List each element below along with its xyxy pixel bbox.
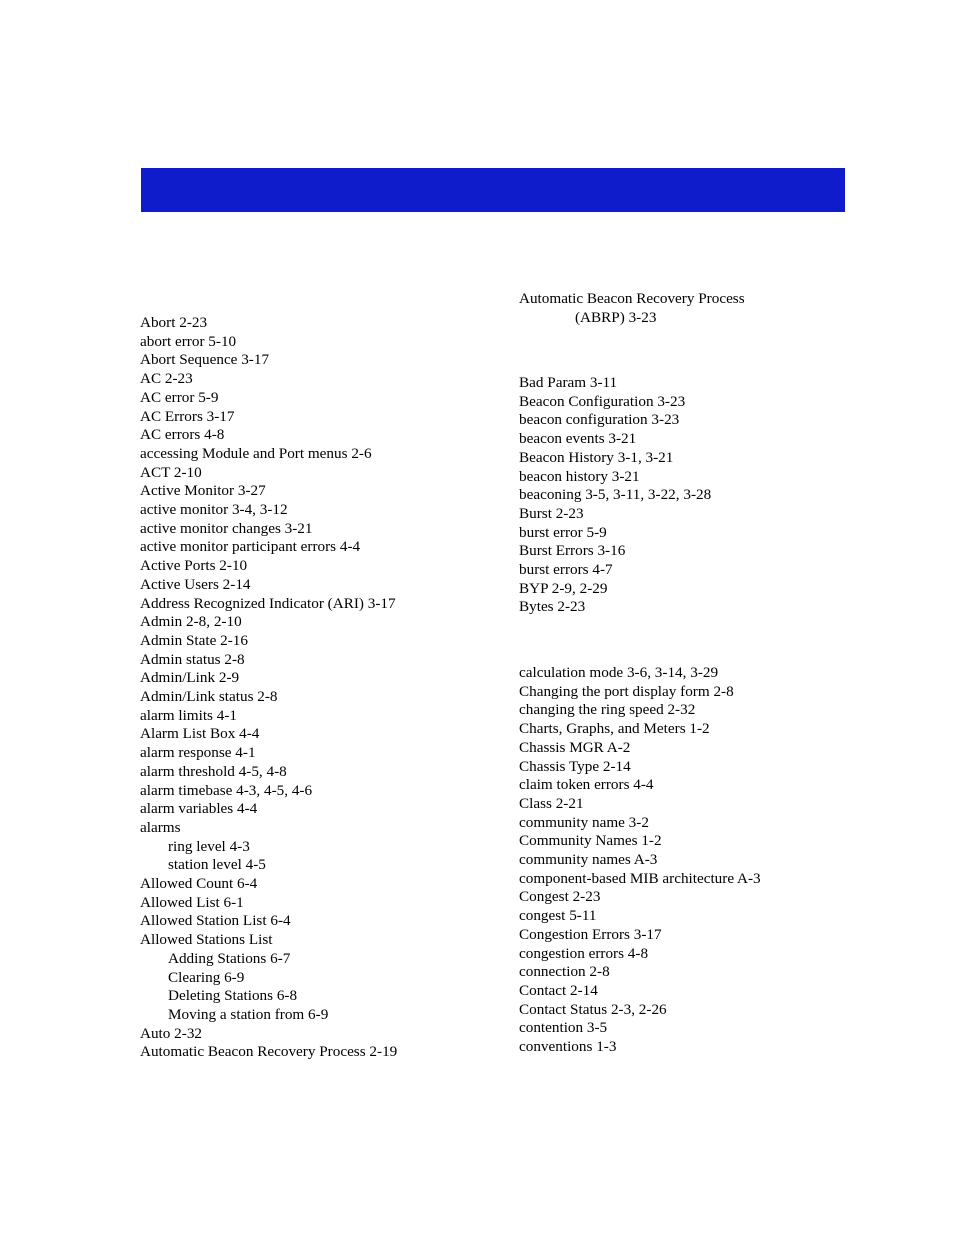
- index-entry: Contact Status 2-3, 2-26: [519, 1000, 667, 1018]
- index-entry: claim token errors 4-4: [519, 776, 654, 794]
- index-entry: component-based MIB architecture A-3: [519, 869, 761, 887]
- index-entry: AC error 5-9: [140, 388, 219, 406]
- index-entry: Allowed Station List 6-4: [140, 912, 291, 930]
- index-entry: beacon history 3-21: [519, 467, 640, 485]
- index-entry: Congest 2-23: [519, 888, 601, 906]
- index-entry: Burst Errors 3-16: [519, 542, 626, 560]
- index-entry: AC 2-23: [140, 370, 193, 388]
- index-entry: Allowed Stations List: [140, 931, 273, 949]
- index-entry: AC errors 4-8: [140, 426, 225, 444]
- index-entry: accessing Module and Port menus 2-6: [140, 444, 372, 462]
- index-entry: Class 2-21: [519, 794, 584, 812]
- index-subentry: (ABRP) 3-23: [575, 308, 657, 326]
- index-entry: community name 3-2: [519, 813, 649, 831]
- index-entry: Beacon Configuration 3-23: [519, 392, 686, 410]
- index-entry: Admin status 2-8: [140, 650, 245, 668]
- index-subentry: ring level 4-3: [168, 837, 250, 855]
- index-subentry: station level 4-5: [168, 856, 266, 874]
- index-entry: congest 5-11: [519, 907, 597, 925]
- index-entry: AC Errors 3-17: [140, 407, 235, 425]
- index-entry: alarm response 4-1: [140, 744, 256, 762]
- index-entry: conventions 1-3: [519, 1038, 617, 1055]
- index-entry: Active Users 2-14: [140, 575, 251, 593]
- index-subentry: Clearing 6-9: [168, 968, 245, 986]
- index-entry: community names A-3: [519, 851, 658, 868]
- index-entry: beacon configuration 3-23: [519, 411, 680, 429]
- index-entry: calculation mode 3-6, 3-14, 3-29: [519, 664, 719, 681]
- index-entry: abort error 5-10: [140, 332, 237, 350]
- index-entry: alarm timebase 4-3, 4-5, 4-6: [140, 781, 313, 799]
- index-entry: Chassis MGR A-2: [519, 738, 631, 756]
- index-entry: burst errors 4-7: [519, 561, 613, 578]
- index-entry: Contact 2-14: [519, 981, 598, 999]
- index-entry: connection 2-8: [519, 963, 610, 981]
- index-entry: Abort 2-23: [140, 314, 208, 331]
- index-subentry: Deleting Stations 6-8: [168, 987, 298, 1005]
- index-subentry: Adding Stations 6-7: [168, 949, 291, 967]
- index-entry: alarm threshold 4-5, 4-8: [140, 762, 287, 780]
- index-entry: active monitor 3-4, 3-12: [140, 501, 288, 518]
- index-entry: Charts, Graphs, and Meters 1-2: [519, 720, 710, 738]
- index-entry: active monitor participant errors 4-4: [140, 538, 361, 556]
- index-entry: active monitor changes 3-21: [140, 519, 313, 537]
- index-entry: Admin 2-8, 2-10: [140, 613, 242, 631]
- index-entry: contention 3-5: [519, 1019, 608, 1037]
- index-entry: changing the ring speed 2-32: [519, 701, 696, 719]
- index-entry: Address Recognized Indicator (ARI) 3-17: [140, 594, 396, 612]
- index-entry: burst error 5-9: [519, 523, 607, 541]
- index-entry: BYP 2-9, 2-29: [519, 579, 608, 597]
- index-entry: Active Ports 2-10: [140, 557, 248, 575]
- index-entry: alarm variables 4-4: [140, 800, 258, 818]
- index-entry: Chassis Type 2-14: [519, 757, 631, 775]
- index-entry: Auto 2-32: [140, 1024, 203, 1042]
- index-entry: Admin/Link 2-9: [140, 669, 240, 687]
- index-entry: Alarm List Box 4-4: [140, 725, 260, 743]
- index-subentry: Moving a station from 6-9: [168, 1005, 329, 1023]
- index-entry: Automatic Beacon Recovery Process: [519, 290, 745, 307]
- index-entry: Burst 2-23: [519, 504, 584, 522]
- index-entry: Bytes 2-23: [519, 598, 586, 616]
- index-entry: Changing the port display form 2-8: [519, 682, 734, 700]
- index-entry: ACT 2-10: [140, 463, 202, 481]
- index-entry: Admin State 2-16: [140, 631, 248, 649]
- index-entry: beacon events 3-21: [519, 430, 637, 448]
- index-entry: Active Monitor 3-27: [140, 482, 266, 500]
- index-entry: Abort Sequence 3-17: [140, 351, 270, 369]
- header-banner: [141, 168, 845, 212]
- index-entry: alarms: [140, 818, 181, 836]
- index-entry: Allowed Count 6-4: [140, 875, 258, 892]
- index-entry: congestion errors 4-8: [519, 944, 649, 962]
- index-entry: Bad Param 3-11: [519, 374, 618, 391]
- index-entry: beaconing 3-5, 3-11, 3-22, 3-28: [519, 486, 712, 504]
- index-entry: Congestion Errors 3-17: [519, 925, 662, 943]
- index-entry: Admin/Link status 2-8: [140, 688, 278, 705]
- index-entry: Community Names 1-2: [519, 832, 662, 850]
- index-entry: alarm limits 4-1: [140, 706, 238, 724]
- index-entry: Beacon History 3-1, 3-21: [519, 448, 674, 466]
- index-entry: Allowed List 6-1: [140, 893, 244, 911]
- index-entry: Automatic Beacon Recovery Process 2-19: [140, 1043, 398, 1061]
